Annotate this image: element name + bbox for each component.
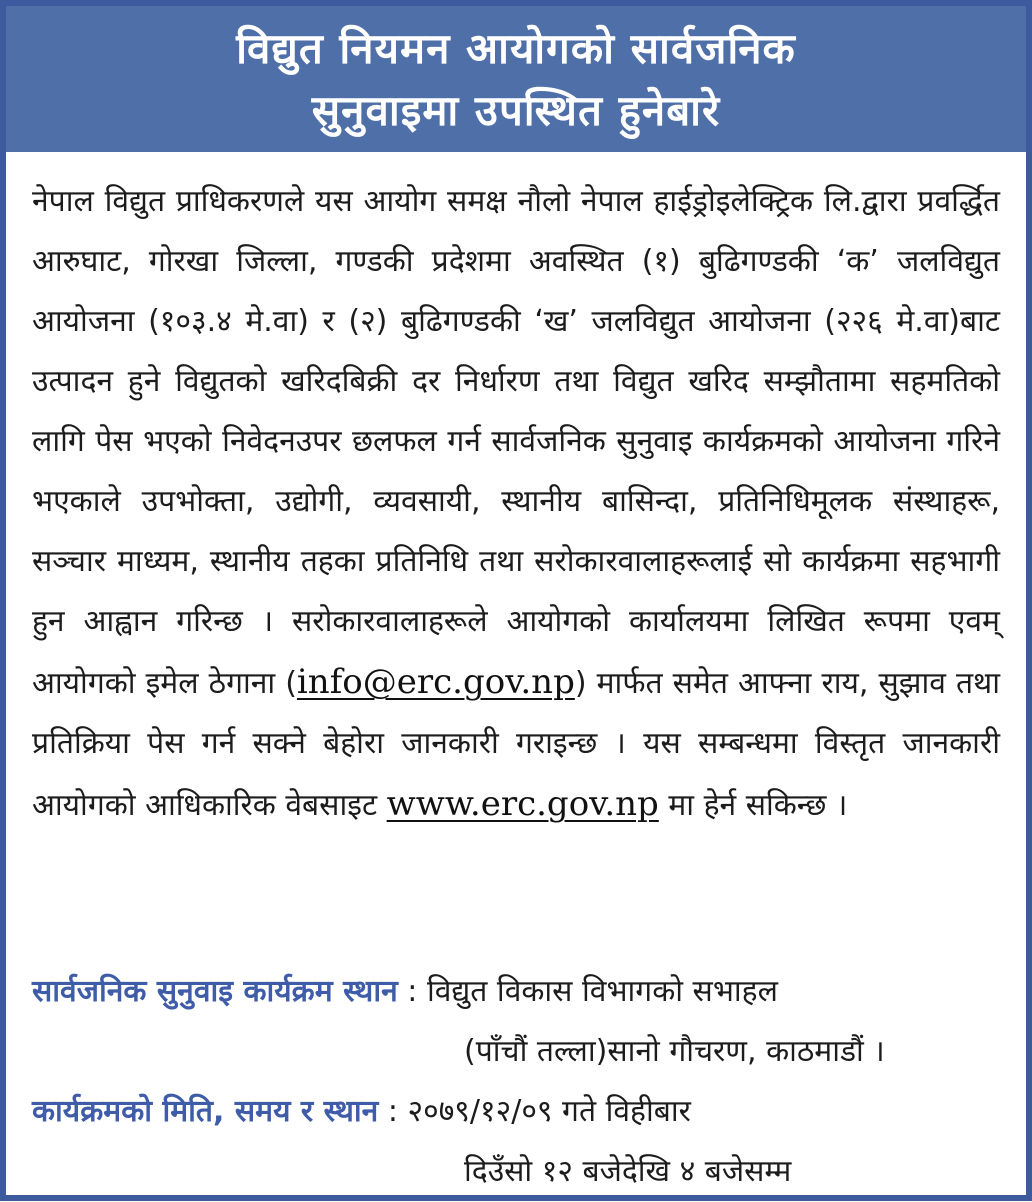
notice-text-part-2: ) मार्फत समेत आफ्ना राय, सुझाव तथा प्रतिक्रिया पेस गर्न सक्ने बेहोरा जानकारी गराइन्छ । यस सम्बन्धमा विस्तृत जानकारी आयोगको आधिकारिक वेबसाइट bbox=[32, 666, 1000, 823]
notice-body bbox=[32, 172, 1000, 836]
schedule-separator: : bbox=[378, 1094, 408, 1129]
email-address: info@erc.gov.np bbox=[296, 662, 575, 702]
notice-paragraph bbox=[32, 172, 1000, 836]
schedule-date: २०७९/१२/०९ गते विहीबार bbox=[407, 1094, 691, 1129]
notice-header bbox=[6, 6, 1026, 152]
website-address: www.erc.gov.np bbox=[386, 784, 659, 824]
venue-line-2: (पाँचौं तल्ला)सानो गौचरण, काठमाडौं । bbox=[464, 1034, 885, 1069]
venue-separator: : bbox=[397, 974, 427, 1009]
notice-text-part-3: मा हेर्न सकिन्छ । bbox=[658, 788, 848, 823]
header-title-line-1: विद्युत नियमन आयोगको सार्वजनिक bbox=[236, 24, 796, 73]
venue-label: सार्वजनिक सुनुवाइ कार्यक्रम स्थान bbox=[32, 974, 398, 1009]
schedule-time: दिउँसो १२ बजेदेखि ४ बजेसम्म bbox=[464, 1154, 792, 1189]
notice-text-part-1: नेपाल विद्युत प्राधिकरणले यस आयोग समक्ष नौलो नेपाल हाईड्रोइलेक्ट्रिक लि.द्वारा प्रवर्द्धित आरुघाट, गोरखा जिल्ला, गण्डकी प्रदेशमा अवस्थित (१) बुढिगण्डकी ‘क’ जलविद्युत आयोजना (१०३.४ मे.वा) र (२) बुढिगण्डकी ‘ख’ जलविद्युत आयोजना (२२६ मे.वा)बाट उत्पादन हुने विद्युतको खरिदबिक्री दर निर्धारण तथा विद्युत खरिद सम्झौतामा सहमतिको लागि पेस भएको निवेदनउपर छलफल गर्न सार्वजनिक सुनुवाइ कार्यक्रमको आयोजना गरिने भएकाले उपभोक्ता, उद्योगी, व्यवसायी, स्थानीय बासिन्दा, प्रतिनिधिमूलक संस्थाहरू, सञ्चार माध्यम, स्थानीय तहका प्रतिनिधि तथा सरोकारवालाहरूलाई सो कार्यक्रमा सहभागी हुन आह्वान गरिन्छ । सरोकारवालाहरूले आयोगको कार्यालयमा लिखित रूपमा एवम् आयोगको इमेल ठेगाना ( bbox=[32, 184, 1000, 701]
venue-section bbox=[32, 962, 1000, 1082]
schedule-label: कार्यक्रमको मिति, समय र स्थान bbox=[32, 1094, 379, 1129]
venue-line-1: विद्युत विकास विभागको सभाहल bbox=[426, 974, 778, 1009]
header-title-line-2: सुनुवाइमा उपस्थित हुनेबारे bbox=[311, 86, 721, 135]
schedule-section bbox=[32, 1082, 1000, 1202]
